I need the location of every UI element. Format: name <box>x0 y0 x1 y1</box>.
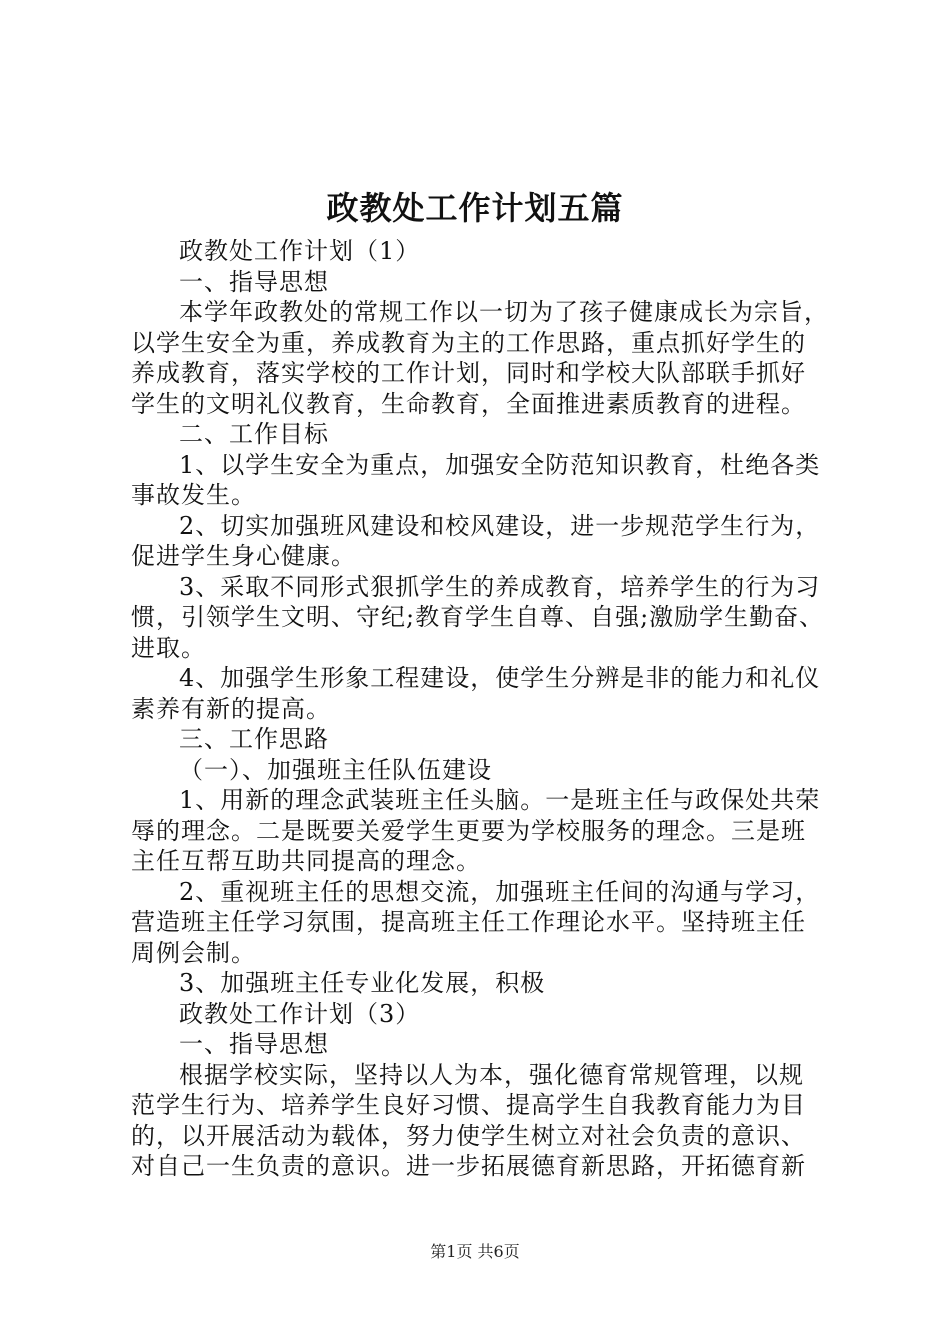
document-title: 政教处工作计划五篇 <box>326 189 624 227</box>
text-line: 2、切实加强班风建设和校风建设，进一步规范学生行为， <box>179 511 821 540</box>
text-line: 2、重视班主任的思想交流，加强班主任间的沟通与学习， <box>179 877 821 906</box>
text-line: 一、指导思想 <box>179 267 329 296</box>
text-line: 二、工作目标 <box>179 420 329 448</box>
text-line: 政教处工作计划（3） <box>179 999 421 1028</box>
text-line: 3、加强班主任专业化发展，积极 <box>179 969 546 997</box>
text-line: 以学生安全为重，养成教育为主的工作思路，重点抓好学生的 <box>131 328 806 357</box>
text-line: 一、指导思想 <box>179 1030 329 1058</box>
text-line: （一）、加强班主任队伍建设 <box>179 755 492 784</box>
text-line: 政教处工作计划（1） <box>179 237 421 265</box>
text-line: 学生的文明礼仪教育，生命教育，全面推进素质教育的进程。 <box>131 389 806 418</box>
text-line: 对自己一生负责的意识。进一步拓展德育新思路，开拓德育新 <box>131 1152 806 1180</box>
text-line: 本学年政教处的常规工作以一切为了孩子健康成长为宗旨， <box>179 298 829 326</box>
text-line: 三、工作思路 <box>179 725 329 753</box>
text-line: 养成教育，落实学校的工作计划，同时和学校大队部联手抓好 <box>131 359 806 387</box>
text-line: 营造班主任学习氛围，提高班主任工作理论水平。坚持班主任 <box>131 908 806 936</box>
text-line: 3、采取不同形式狠抓学生的养成教育，培养学生的行为习 <box>179 572 821 601</box>
document-body <box>131 236 831 1182</box>
text-line: 1、以学生安全为重点，加强安全防范知识教育，杜绝各类 <box>179 450 821 479</box>
text-line: 素养有新的提高。 <box>131 694 331 723</box>
text-line: 事故发生。 <box>131 481 256 509</box>
page-footer: 第1页 共6页 <box>430 1242 520 1261</box>
text-line: 根据学校实际，坚持以人为本，强化德育常规管理，以规 <box>179 1060 804 1089</box>
text-line: 主任互帮互助共同提高的理念。 <box>131 847 481 875</box>
text-line: 进取。 <box>131 633 206 662</box>
text-line: 范学生行为、培养学生良好习惯、提高学生自我教育能力为目 <box>131 1091 806 1119</box>
text-line: 1、用新的理念武装班主任头脑。一是班主任与政保处共荣 <box>179 786 821 814</box>
text-line: 促进学生身心健康。 <box>131 542 356 570</box>
text-line: 周例会制。 <box>131 938 256 967</box>
text-line: 的，以开展活动为载体，努力使学生树立对社会负责的意识、 <box>131 1121 806 1150</box>
text-line: 辱的理念。二是既要关爱学生更要为学校服务的理念。三是班 <box>131 816 806 845</box>
text-line: 4、加强学生形象工程建设，使学生分辨是非的能力和礼仪 <box>179 664 821 692</box>
text-line: 惯，引领学生文明、守纪;教育学生自尊、自强;激励学生勤奋、 <box>131 603 825 631</box>
